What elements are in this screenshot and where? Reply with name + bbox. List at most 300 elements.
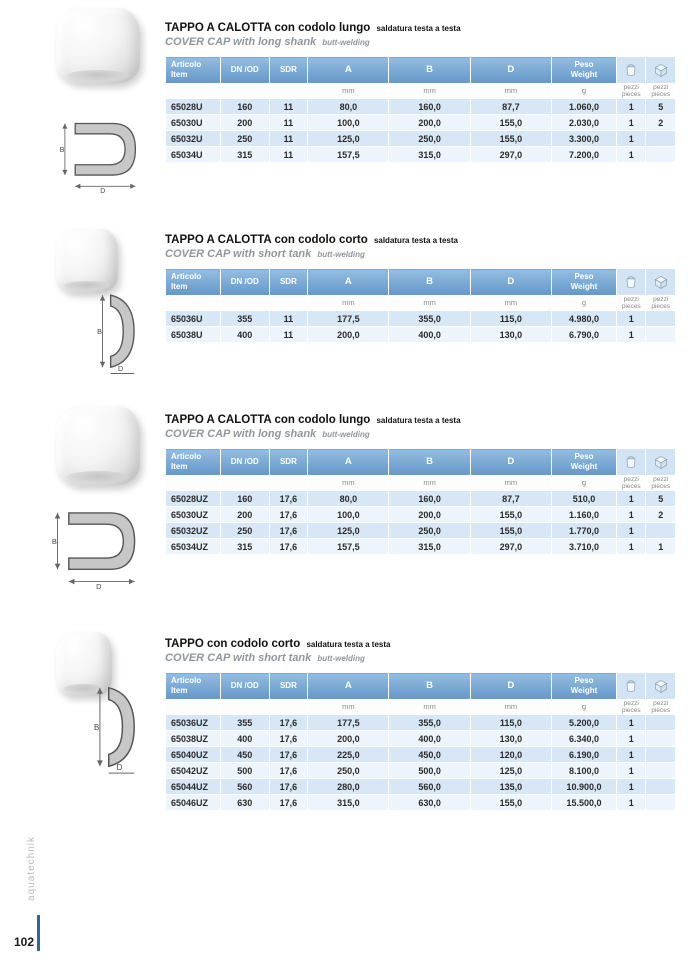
col-header-a: A: [308, 269, 389, 296]
cell-a: 200,0: [308, 731, 389, 747]
cell-weight: 6.190,0: [552, 747, 617, 763]
cell-dn: 315: [220, 147, 269, 163]
section-subtitle-note: butt-welding: [317, 654, 365, 663]
cell-box: [646, 747, 676, 763]
table-body: [166, 99, 676, 163]
dimension-label-b: B: [51, 536, 57, 546]
cell-d: 297,0: [470, 539, 551, 555]
unit-g: g: [552, 296, 617, 311]
cell-dn: 250: [220, 523, 269, 539]
cell-item: 65034U: [166, 147, 221, 163]
col-header-sdr: SDR: [269, 269, 308, 296]
table-body: [166, 491, 676, 555]
page-number: 102: [14, 935, 35, 949]
dimension-label-b: B: [59, 146, 65, 154]
unit-g: g: [552, 476, 617, 491]
cell-item: 65032U: [166, 131, 221, 147]
table-header-row: [166, 673, 676, 700]
product-section: [165, 414, 677, 555]
unit-blank: [269, 476, 308, 491]
table-row: [166, 115, 676, 131]
col-header-bag: [617, 449, 646, 476]
cell-sdr: 17,6: [269, 715, 308, 731]
cell-sdr: 17,6: [269, 779, 308, 795]
section-title-main: TAPPO A CALOTTA con codolo lungo: [165, 22, 371, 34]
cell-item: 65038U: [166, 327, 221, 343]
cell-bag: 1: [617, 539, 646, 555]
cell-item: 65034UZ: [166, 539, 221, 555]
table-row: [166, 327, 676, 343]
dimension-label-b: B: [97, 326, 102, 336]
header-articolo: Articolo: [171, 676, 202, 686]
unit-mm-b: mm: [389, 296, 470, 311]
cell-a: 125,0: [308, 523, 389, 539]
cell-dn: 630: [220, 795, 269, 811]
technical-drawing-long-cap-1: [58, 106, 144, 196]
col-header-peso-weight: [552, 673, 617, 700]
cell-dn: 400: [220, 731, 269, 747]
unit-blank: [220, 296, 269, 311]
unit-blank: [166, 700, 221, 715]
col-header-a: A: [308, 57, 389, 84]
cell-d: 115,0: [470, 715, 551, 731]
cell-d: 155,0: [470, 523, 551, 539]
table-header-row: [166, 449, 676, 476]
cell-b: 200,0: [389, 507, 470, 523]
table-row: [166, 311, 676, 327]
col-header-box: [646, 449, 676, 476]
table-row: [166, 539, 676, 555]
table-row: [166, 99, 676, 115]
product-photo-long-cap-1: [56, 8, 140, 84]
cell-weight: 7.200,0: [552, 147, 617, 163]
dimension-label-d: D: [96, 582, 102, 590]
unit-mm-a: mm: [308, 476, 389, 491]
col-header-a: A: [308, 449, 389, 476]
cell-item: 65028U: [166, 99, 221, 115]
cell-sdr: 17,6: [269, 539, 308, 555]
col-header-bag: [617, 673, 646, 700]
table-units-row: [166, 84, 676, 99]
cell-bag: 1: [617, 715, 646, 731]
cell-weight: 2.030,0: [552, 115, 617, 131]
table-row: [166, 131, 676, 147]
section-subtitle-note: butt-welding: [322, 430, 370, 439]
col-header-articolo-item: [166, 673, 221, 700]
unit-pezzi-bag: [617, 476, 646, 491]
pezzi-label: pezzi: [623, 296, 639, 303]
cell-bag: 1: [617, 327, 646, 343]
cell-a: 250,0: [308, 763, 389, 779]
cell-d: 155,0: [470, 507, 551, 523]
unit-blank: [166, 296, 221, 311]
cell-bag: 1: [617, 795, 646, 811]
cell-box: 5: [646, 99, 676, 115]
cell-a: 125,0: [308, 131, 389, 147]
unit-mm-b: mm: [389, 84, 470, 99]
unit-g: g: [552, 84, 617, 99]
col-header-dn-od: DN /OD: [220, 449, 269, 476]
table-body: [166, 311, 676, 343]
cell-box: 2: [646, 115, 676, 131]
pieces-label: pieces: [621, 483, 641, 491]
section-title: [165, 638, 677, 650]
product-section: [165, 22, 677, 163]
header-weight: Weight: [570, 282, 598, 291]
bag-icon: [623, 678, 639, 694]
col-header-d: D: [470, 269, 551, 296]
unit-pezzi-box: [646, 476, 676, 491]
cell-dn: 500: [220, 763, 269, 779]
section-title-note: saldatura testa a testa: [376, 416, 461, 425]
section-subtitle-note: butt-welding: [322, 38, 370, 47]
bag-icon: [623, 274, 639, 290]
col-header-b: B: [389, 449, 470, 476]
cell-weight: 1.770,0: [552, 523, 617, 539]
cell-d: 155,0: [470, 795, 551, 811]
cell-bag: 1: [617, 779, 646, 795]
cell-box: 5: [646, 491, 676, 507]
unit-blank: [269, 700, 308, 715]
cell-d: 130,0: [470, 327, 551, 343]
cell-dn: 160: [220, 99, 269, 115]
cell-bag: 1: [617, 147, 646, 163]
cell-d: 155,0: [470, 131, 551, 147]
brand-vertical-text: aquatechnik: [26, 836, 37, 901]
cell-item: 65032UZ: [166, 523, 221, 539]
cell-dn: 315: [220, 539, 269, 555]
cell-a: 157,5: [308, 539, 389, 555]
pezzi-label: pezzi: [653, 700, 669, 707]
unit-pezzi-box: [646, 700, 676, 715]
cell-a: 225,0: [308, 747, 389, 763]
cell-box: [646, 147, 676, 163]
cell-b: 315,0: [389, 147, 470, 163]
table-row: [166, 523, 676, 539]
cell-a: 80,0: [308, 99, 389, 115]
cell-d: 125,0: [470, 763, 551, 779]
header-item: Item: [171, 282, 188, 291]
box-icon: [653, 454, 669, 470]
cell-item: 65030UZ: [166, 507, 221, 523]
cell-sdr: 11: [269, 327, 308, 343]
product-photo-long-cap-2: [56, 406, 140, 486]
header-weight: Weight: [570, 70, 598, 79]
cell-a: 280,0: [308, 779, 389, 795]
cell-a: 100,0: [308, 507, 389, 523]
pieces-label: pieces: [651, 303, 671, 311]
table-row: [166, 731, 676, 747]
cell-weight: 6.790,0: [552, 327, 617, 343]
col-header-peso-weight: [552, 57, 617, 84]
pezzi-label: pezzi: [623, 476, 639, 483]
cell-dn: 400: [220, 327, 269, 343]
cell-dn: 200: [220, 115, 269, 131]
section-title-main: TAPPO A CALOTTA con codolo corto: [165, 234, 368, 246]
cell-a: 200,0: [308, 327, 389, 343]
cell-item: 65036U: [166, 311, 221, 327]
table-row: [166, 491, 676, 507]
table-units-row: [166, 700, 676, 715]
section-subtitle: [165, 652, 677, 664]
unit-pezzi-box: [646, 84, 676, 99]
unit-pezzi-bag: [617, 296, 646, 311]
unit-pezzi-box: [646, 296, 676, 311]
unit-blank: [220, 700, 269, 715]
pieces-label: pieces: [621, 91, 641, 99]
cell-bag: 1: [617, 311, 646, 327]
header-item: Item: [171, 686, 188, 695]
col-header-box: [646, 57, 676, 84]
col-header-box: [646, 673, 676, 700]
unit-mm-a: mm: [308, 84, 389, 99]
dimension-label-b: B: [94, 722, 100, 732]
cell-weight: 6.340,0: [552, 731, 617, 747]
bag-icon: [623, 62, 639, 78]
col-header-a: A: [308, 673, 389, 700]
table-row: [166, 715, 676, 731]
col-header-sdr: SDR: [269, 449, 308, 476]
section-subtitle-note: butt-welding: [317, 250, 365, 259]
section-subtitle-main: COVER CAP with long shank: [165, 36, 317, 48]
cell-b: 400,0: [389, 731, 470, 747]
box-icon: [653, 678, 669, 694]
table-row: [166, 795, 676, 811]
cell-box: [646, 731, 676, 747]
section-subtitle: [165, 428, 677, 440]
col-header-dn-od: DN /OD: [220, 57, 269, 84]
header-weight: Weight: [570, 686, 598, 695]
cell-bag: 1: [617, 731, 646, 747]
col-header-b: B: [389, 57, 470, 84]
section-title: [165, 234, 677, 246]
section-subtitle-main: COVER CAP with long shank: [165, 428, 317, 440]
cell-a: 157,5: [308, 147, 389, 163]
header-peso: Peso: [574, 452, 594, 462]
cell-dn: 450: [220, 747, 269, 763]
section-title-note: saldatura testa a testa: [376, 24, 461, 33]
cell-item: 65030U: [166, 115, 221, 131]
cell-weight: 8.100,0: [552, 763, 617, 779]
col-header-b: B: [389, 673, 470, 700]
pezzi-label: pezzi: [653, 476, 669, 483]
header-peso: Peso: [574, 676, 594, 686]
cell-sdr: 11: [269, 311, 308, 327]
unit-g: g: [552, 700, 617, 715]
dimension-label-d: D: [116, 763, 123, 773]
section-title-note: saldatura testa a testa: [373, 236, 458, 245]
cell-box: 2: [646, 507, 676, 523]
section-title-main: TAPPO A CALOTTA con codolo lungo: [165, 414, 371, 426]
col-header-b: B: [389, 269, 470, 296]
cell-a: 100,0: [308, 115, 389, 131]
col-header-peso-weight: [552, 269, 617, 296]
cell-bag: 1: [617, 507, 646, 523]
unit-pezzi-bag: [617, 700, 646, 715]
cell-dn: 200: [220, 507, 269, 523]
cell-dn: 355: [220, 311, 269, 327]
header-articolo: Articolo: [171, 272, 202, 282]
cell-box: [646, 327, 676, 343]
spec-table: [165, 56, 676, 163]
cell-sdr: 11: [269, 147, 308, 163]
cell-a: 177,5: [308, 311, 389, 327]
section-title: [165, 414, 677, 426]
section-subtitle-main: COVER CAP with short tank: [165, 652, 312, 664]
pieces-label: pieces: [621, 707, 641, 715]
cell-b: 400,0: [389, 327, 470, 343]
unit-mm-d: mm: [470, 476, 551, 491]
pieces-label: pieces: [621, 303, 641, 311]
cell-weight: 1.160,0: [552, 507, 617, 523]
technical-drawing-long-cap-2: [50, 496, 144, 590]
dimension-label-d: D: [117, 363, 124, 373]
bag-icon: [623, 454, 639, 470]
cell-bag: 1: [617, 131, 646, 147]
cell-bag: 1: [617, 115, 646, 131]
dimension-label-d: D: [100, 188, 106, 196]
spec-table: [165, 448, 676, 555]
table-row: [166, 779, 676, 795]
pezzi-label: pezzi: [623, 700, 639, 707]
cell-b: 160,0: [389, 99, 470, 115]
section-title-main: TAPPO con codolo corto: [165, 638, 301, 650]
cell-weight: 3.710,0: [552, 539, 617, 555]
cell-sdr: 17,6: [269, 507, 308, 523]
unit-blank: [220, 84, 269, 99]
col-header-d: D: [470, 449, 551, 476]
unit-mm-d: mm: [470, 84, 551, 99]
col-header-articolo-item: [166, 449, 221, 476]
table-row: [166, 747, 676, 763]
cell-b: 160,0: [389, 491, 470, 507]
col-header-dn-od: DN /OD: [220, 673, 269, 700]
cell-item: 65038UZ: [166, 731, 221, 747]
header-peso: Peso: [574, 272, 594, 282]
product-section: [165, 234, 677, 343]
section-title: [165, 22, 677, 34]
cell-box: [646, 763, 676, 779]
cell-b: 250,0: [389, 523, 470, 539]
cell-weight: 1.060,0: [552, 99, 617, 115]
cell-sdr: 17,6: [269, 795, 308, 811]
section-subtitle-main: COVER CAP with short tank: [165, 248, 312, 260]
unit-mm-b: mm: [389, 476, 470, 491]
header-weight: Weight: [570, 462, 598, 471]
cell-sdr: 17,6: [269, 731, 308, 747]
unit-blank: [166, 476, 221, 491]
cell-b: 560,0: [389, 779, 470, 795]
pezzi-label: pezzi: [653, 84, 669, 91]
cell-b: 630,0: [389, 795, 470, 811]
technical-drawing-short-cap-1: [94, 288, 148, 378]
table-header-row: [166, 269, 676, 296]
col-header-articolo-item: [166, 57, 221, 84]
cell-b: 450,0: [389, 747, 470, 763]
cell-bag: 1: [617, 747, 646, 763]
cell-weight: 10.900,0: [552, 779, 617, 795]
cell-weight: 15.500,0: [552, 795, 617, 811]
header-item: Item: [171, 462, 188, 471]
table-body: [166, 715, 676, 811]
table-header-row: [166, 57, 676, 84]
cell-box: 1: [646, 539, 676, 555]
spec-table: [165, 268, 676, 343]
col-header-d: D: [470, 673, 551, 700]
pieces-label: pieces: [651, 483, 671, 491]
cell-item: 65042UZ: [166, 763, 221, 779]
cell-item: 65036UZ: [166, 715, 221, 731]
cell-bag: 1: [617, 99, 646, 115]
left-accent-bar: [37, 915, 40, 951]
cell-d: 115,0: [470, 311, 551, 327]
cell-d: 135,0: [470, 779, 551, 795]
header-peso: Peso: [574, 60, 594, 70]
cell-weight: 4.980,0: [552, 311, 617, 327]
cell-sdr: 17,6: [269, 763, 308, 779]
unit-blank: [269, 84, 308, 99]
box-icon: [653, 274, 669, 290]
unit-blank: [269, 296, 308, 311]
cell-d: 297,0: [470, 147, 551, 163]
cell-b: 500,0: [389, 763, 470, 779]
cell-b: 250,0: [389, 131, 470, 147]
cell-dn: 250: [220, 131, 269, 147]
cell-d: 87,7: [470, 99, 551, 115]
col-header-sdr: SDR: [269, 57, 308, 84]
cell-d: 130,0: [470, 731, 551, 747]
col-header-bag: [617, 269, 646, 296]
cell-weight: 510,0: [552, 491, 617, 507]
unit-pezzi-bag: [617, 84, 646, 99]
unit-blank: [166, 84, 221, 99]
cell-box: [646, 131, 676, 147]
col-header-peso-weight: [552, 449, 617, 476]
cell-d: 87,7: [470, 491, 551, 507]
cell-b: 200,0: [389, 115, 470, 131]
cell-sdr: 17,6: [269, 491, 308, 507]
unit-blank: [220, 476, 269, 491]
cell-weight: 5.200,0: [552, 715, 617, 731]
cell-d: 120,0: [470, 747, 551, 763]
pieces-label: pieces: [651, 707, 671, 715]
cell-d: 155,0: [470, 115, 551, 131]
cell-bag: 1: [617, 763, 646, 779]
col-header-dn-od: DN /OD: [220, 269, 269, 296]
cell-sdr: 17,6: [269, 747, 308, 763]
product-photo-short-cap-1: [56, 229, 118, 293]
cell-box: [646, 795, 676, 811]
cell-sdr: 17,6: [269, 523, 308, 539]
product-section: [165, 638, 677, 811]
technical-drawing-short-cap-2: [92, 680, 148, 778]
cell-item: 65040UZ: [166, 747, 221, 763]
cell-a: 315,0: [308, 795, 389, 811]
col-header-sdr: SDR: [269, 673, 308, 700]
pezzi-label: pezzi: [623, 84, 639, 91]
col-header-bag: [617, 57, 646, 84]
col-header-articolo-item: [166, 269, 221, 296]
cell-weight: 3.300,0: [552, 131, 617, 147]
cell-b: 355,0: [389, 715, 470, 731]
cell-dn: 355: [220, 715, 269, 731]
box-icon: [653, 62, 669, 78]
cell-box: [646, 779, 676, 795]
cell-dn: 160: [220, 491, 269, 507]
table-row: [166, 763, 676, 779]
cell-a: 80,0: [308, 491, 389, 507]
cell-bag: 1: [617, 491, 646, 507]
